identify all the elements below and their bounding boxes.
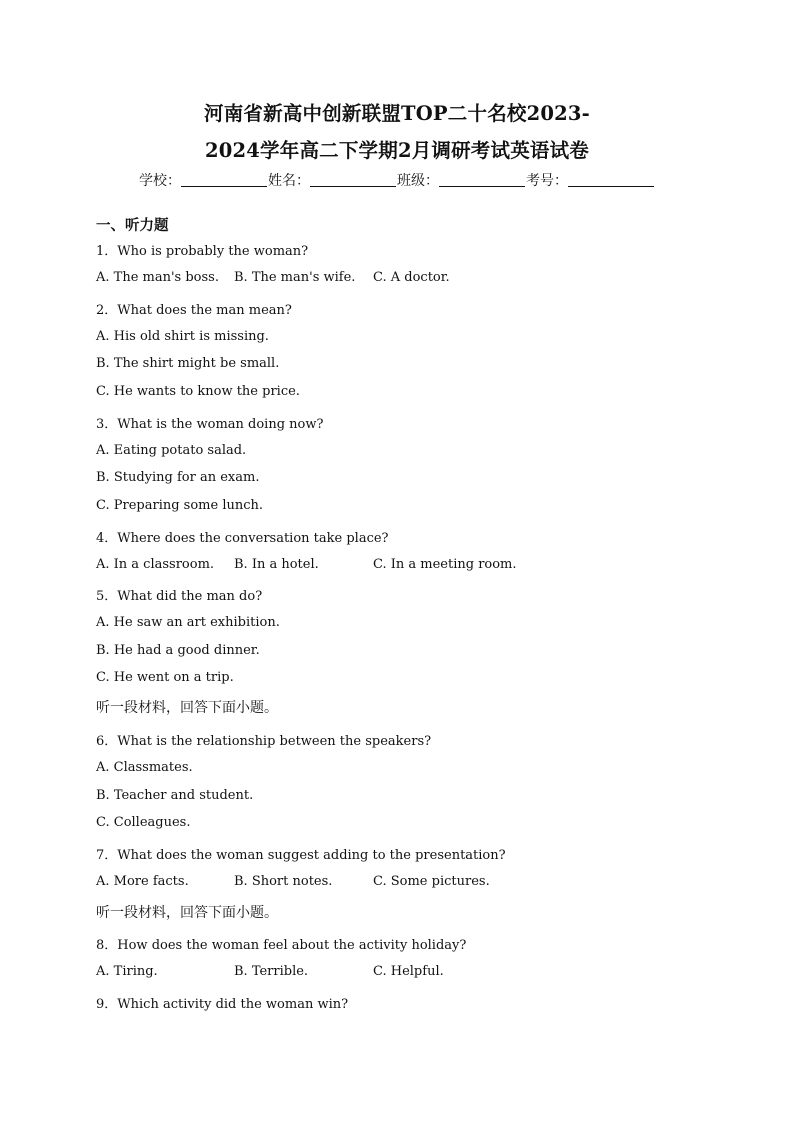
listening-instruction: 听一段材料，回答下面小题。 [96, 700, 278, 716]
option-a: A. More facts. [96, 874, 189, 889]
question-1-options [96, 270, 696, 288]
school-blank[interactable] [181, 172, 267, 187]
option-a: A. Tiring. [96, 964, 158, 979]
question-9: 9．Which activity did the woman win? [96, 997, 349, 1012]
question-7-options [96, 874, 696, 892]
question-2: 2．What does the man mean? [96, 303, 292, 318]
option-a: A. Classmates. [96, 760, 193, 775]
question-4: 4．Where does the conversation take place? [96, 531, 389, 546]
question-8: 8．How does the woman feel about the activity holiday? [96, 938, 467, 953]
option-a: A. Eating potato salad. [96, 443, 247, 458]
option-b: B. Short notes. [234, 874, 333, 889]
question-1: 1．Who is probably the woman? [96, 244, 309, 259]
exam-number-label: 考号： [526, 173, 568, 189]
question-8-options [96, 964, 696, 982]
exam-title-line-2: 2024学年高二下学期2月调研考试英语试卷 [204, 139, 590, 162]
class-label: 班级： [397, 173, 439, 189]
name-label: 姓名： [268, 173, 310, 189]
option-b: B. Terrible. [234, 964, 309, 979]
question-7: 7．What does the woman suggest adding to the presentation? [96, 848, 506, 863]
school-label: 学校： [139, 173, 181, 189]
section-title: 一、听力题 [96, 218, 169, 234]
question-6: 6．What is the relationship between the speakers? [96, 734, 432, 749]
option-b: B. In a hotel. [234, 557, 319, 572]
option-a: A. The man's boss. [96, 270, 219, 285]
option-b: B. Studying for an exam. [96, 470, 260, 485]
option-c: C. Helpful. [373, 964, 444, 979]
student-info-row [0, 170, 794, 190]
option-c: C. A doctor. [373, 270, 450, 285]
option-c: C. Preparing some lunch. [96, 498, 264, 513]
class-blank[interactable] [439, 172, 525, 187]
option-c: C. He wants to know the price. [96, 384, 300, 399]
option-b: B. Teacher and student. [96, 788, 254, 803]
option-c: C. Some pictures. [373, 874, 490, 889]
option-a: A. In a classroom. [96, 557, 215, 572]
listening-instruction: 听一段材料，回答下面小题。 [96, 905, 278, 921]
option-b: B. He had a good dinner. [96, 643, 260, 658]
option-a: A. His old shirt is missing. [96, 329, 269, 344]
option-c: C. Colleagues. [96, 815, 191, 830]
question-5: 5．What did the man do? [96, 589, 263, 604]
option-b: B. The man's wife. [234, 270, 356, 285]
name-blank[interactable] [310, 172, 396, 187]
exam-number-blank[interactable] [568, 172, 654, 187]
exam-title-line-1: 河南省新高中创新联盟TOP二十名校2023- [204, 102, 590, 125]
question-4-options [96, 557, 696, 575]
question-3: 3．What is the woman doing now? [96, 417, 324, 432]
option-a: A. He saw an art exhibition. [96, 615, 280, 630]
option-b: B. The shirt might be small. [96, 356, 280, 371]
option-c: C. He went on a trip. [96, 670, 234, 685]
option-c: C. In a meeting room. [373, 557, 517, 572]
